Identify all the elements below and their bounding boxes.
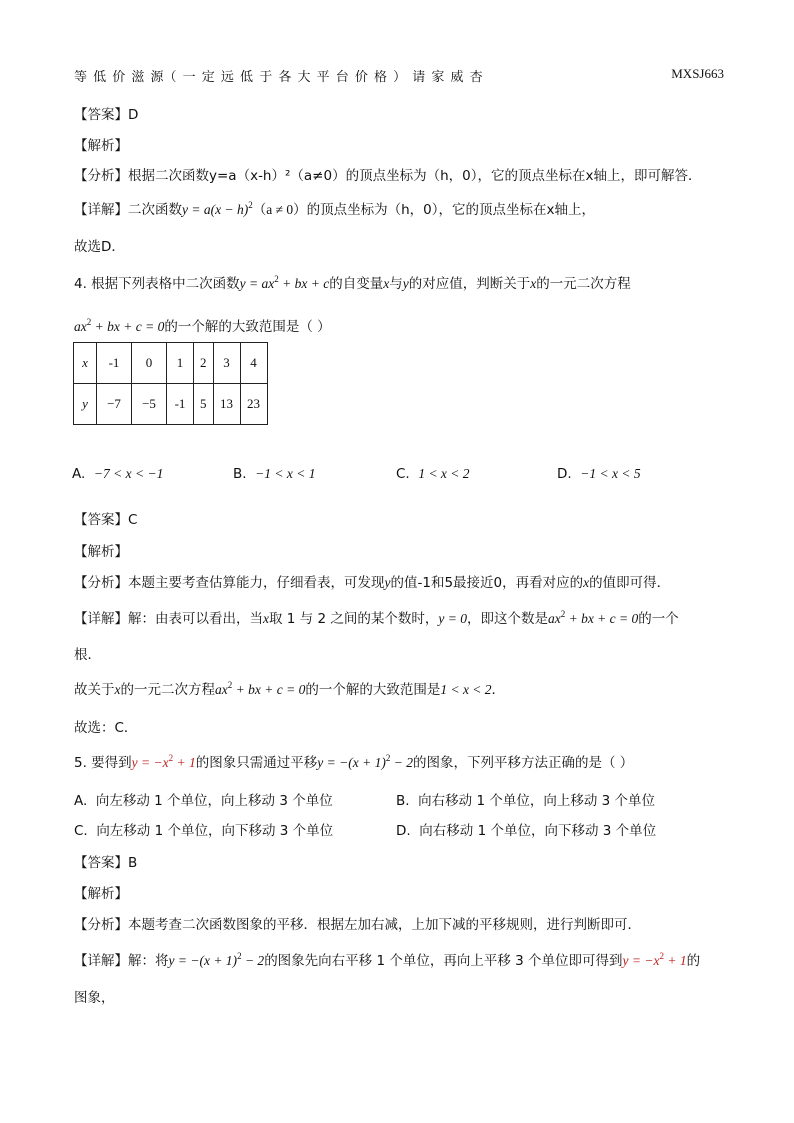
- table-cell: 2: [194, 343, 214, 384]
- table-cell: 13: [213, 384, 240, 425]
- option-text: −1 < x < 1: [255, 466, 316, 481]
- table-cell: -1: [167, 384, 194, 425]
- q4-equation-rest: + bx + c = 0: [91, 319, 165, 334]
- q4-detail-a: 解：由表可以看出，当: [128, 611, 263, 627]
- q4-detail-eq-2: ax: [215, 682, 228, 697]
- q3-conclusion: 故选D．: [74, 239, 125, 255]
- q5-detail-source-rest: − 2: [241, 953, 265, 968]
- option-text: 向左移动 1 个单位，向下移动 3 个单位: [96, 823, 334, 839]
- q4-detail-line-3: 故关于x的一元二次方程$ax^2$ + bx + c = 0的一个解的大致范围是1 < x < 2．: [74, 680, 506, 698]
- table-row-y: [74, 384, 268, 425]
- q5-source-function-rest: − 2: [390, 755, 413, 770]
- table-cell: −5: [132, 384, 167, 425]
- header-watermark-text: 等 低 价 滋 源（ 一 定 远 低 于 各 大 平 台 价 格 ） 请 家 威 杏: [74, 70, 483, 85]
- q4-conclusion: 故选：C．: [74, 720, 138, 736]
- q4-stem-c: 与: [389, 276, 403, 292]
- q4-equation: ax: [74, 319, 87, 334]
- q4-stem-a: 4. 根据下列表格中二次函数: [74, 276, 240, 292]
- option-text: 1 < x < 2: [418, 466, 470, 481]
- option-letter: B.: [396, 793, 410, 809]
- q5-detail-c: 的: [686, 953, 701, 969]
- option-letter: C.: [396, 466, 410, 482]
- q4-fenxi-line: [74, 571, 670, 591]
- q5-option-a[interactable]: [74, 789, 333, 809]
- q5-fenxi-line: [74, 913, 641, 933]
- fenxi-tag: 【分析】: [74, 575, 128, 591]
- q3-detail-text-a: 二次函数: [128, 202, 182, 218]
- q4-stem-b: 的自变量: [329, 276, 384, 292]
- table-header-y: y: [74, 384, 97, 425]
- q5-detail-line-2: 图象，: [74, 990, 115, 1006]
- q4-detail-var-x-2: x: [114, 682, 121, 697]
- q4-detail-c: ，即这个数是: [466, 611, 548, 627]
- q4-detail-g: 的一元二次方程: [120, 682, 215, 698]
- q5-stem-line: 5. 要得到$y = -x^2 + 1$的图象只需通过平移$y = -(x + 1)^2 - 2$的图象，下列平移方法正确的是（ ）: [74, 753, 634, 771]
- q5-detail-target-rest: + 1: [664, 953, 687, 968]
- q4-analysis-tag: 【解析】: [74, 544, 128, 560]
- q3-analysis-tag: 【解析】: [74, 138, 128, 154]
- q3-formula: y = a(x − h): [182, 202, 249, 217]
- q3-answer: D: [128, 107, 139, 123]
- q5-detail-line-1: 【详解】解：将$y = -(x + 1)^2 - 2$的图象先向右平移 1 个单位，再向上平移 3 个单位即可得到$y = -x^2 + 1$的: [74, 951, 701, 969]
- q4-detail-line-1: 【详解】解：由表可以看出，当x取 1 与 2 之间的某个数时，y = 0，即这个数是$ax^2$ + bx + c = 0的一个: [74, 609, 679, 627]
- option-text: 向左移动 1 个单位，向上移动 3 个单位: [95, 793, 333, 809]
- q5-stem-c: 的图象，下列平移方法正确的是（ ）: [412, 755, 634, 771]
- q3-fenxi-text: 根据二次函数y=a（x-h）²（a≠0）的顶点坐标为（h，0），它的顶点坐标在x轴上，即可解答．: [128, 168, 702, 184]
- detail-tag: 【详解】: [74, 202, 128, 218]
- q5-detail-b: 的图象先向右平移 1 个单位，再向上平移 3 个单位即可得到: [264, 953, 623, 969]
- q4-detail-d: 的一个: [638, 611, 679, 627]
- q5-answer: B: [128, 855, 138, 871]
- q3-formula-condition: （a ≠ 0）: [252, 202, 307, 217]
- option-letter: D.: [396, 823, 411, 839]
- option-text: −1 < x < 5: [580, 466, 641, 481]
- detail-tag: 【详解】: [74, 953, 128, 969]
- q4-var-x-2: x: [530, 276, 537, 291]
- q4-option-c[interactable]: [396, 466, 470, 482]
- fenxi-tag: 【分析】: [74, 917, 128, 933]
- q4-detail-eq-rest-2: + bx + c = 0: [232, 682, 306, 697]
- option-text: 向右移动 1 个单位，向下移动 3 个单位: [419, 823, 657, 839]
- q4-function: y = ax: [239, 276, 275, 291]
- detail-tag: 【详解】: [74, 611, 128, 627]
- answer-tag: 【答案】: [74, 107, 128, 123]
- q4-fenxi-var-x: x: [583, 575, 590, 590]
- q4-detail-var-x: x: [263, 611, 269, 626]
- q4-detail-eq: ax: [547, 611, 561, 626]
- q5-detail-source: y = −(x + 1): [168, 953, 238, 968]
- q4-detail-y0: y = 0: [438, 611, 467, 626]
- table-cell: 1: [167, 343, 194, 384]
- table-cell: 0: [132, 343, 167, 384]
- q5-analysis-tag: 【解析】: [74, 886, 128, 902]
- q3-detail-line: 【详解】二次函数$y = a(x - h)^2(a \ne 0)$的顶点坐标为（h，0），它的顶点坐标在x轴上，: [74, 200, 595, 218]
- q4-detail-h: 的一个解的大致范围是: [305, 682, 441, 698]
- table-cell: 4: [240, 343, 267, 384]
- q4-fenxi-var-y: y: [384, 575, 391, 590]
- option-letter: A.: [72, 466, 86, 482]
- table-cell: 23: [240, 384, 267, 425]
- q4-stem-line-1: 4. 根据下列表格中二次函数$y = ax^2$ + bx + c的自变量x与y的对应值，判断关于x的一元二次方程: [74, 274, 631, 292]
- option-letter: A.: [74, 793, 88, 809]
- q3-answer-line: [74, 103, 138, 123]
- q5-detail-a: 解：将: [128, 953, 169, 969]
- q4-option-b[interactable]: [233, 466, 315, 482]
- header-code: MXSJ663: [671, 66, 724, 81]
- fenxi-tag: 【分析】: [74, 168, 128, 184]
- q4-stem-d: 的对应值，判断关于: [408, 276, 531, 292]
- q3-detail-text-b: 的顶点坐标为（h，0），它的顶点坐标在x轴上，: [306, 202, 595, 218]
- q4-detail-end: ．: [491, 682, 506, 698]
- q4-detail-eq-rest: + bx + c = 0: [565, 611, 639, 626]
- table-header-x: x: [74, 343, 97, 384]
- q4-value-table: [73, 342, 268, 425]
- q5-answer-line: [74, 851, 137, 871]
- q5-target-function-rest: + 1: [173, 755, 196, 770]
- q4-var-x: x: [383, 276, 390, 291]
- table-cell: 3: [213, 343, 240, 384]
- q5-target-function: y = −x: [131, 755, 169, 770]
- q4-detail-b: 取 1 与 2 之间的某个数时，: [269, 611, 439, 627]
- answer-tag: 【答案】: [74, 512, 128, 528]
- table-cell: 5: [194, 384, 214, 425]
- q5-fenxi-text: 本题考查二次函数图象的平移．根据左加右减，上加下减的平移规则，进行判断即可．: [128, 917, 641, 933]
- q4-answer-line: [74, 508, 137, 528]
- q4-detail-f: 故关于: [74, 682, 115, 698]
- table-row-x: [74, 343, 268, 384]
- table-cell: -1: [97, 343, 132, 384]
- option-letter: D.: [557, 466, 572, 482]
- q4-stem-f: 的一个解的大致范围是（ ）: [164, 319, 331, 335]
- q4-stem-e: 的一元二次方程: [536, 276, 631, 292]
- q4-answer: C: [128, 512, 138, 528]
- q5-stem-b: 的图象只需通过平移: [195, 755, 318, 771]
- page-header: [74, 66, 724, 86]
- q4-fenxi-b: 的值-1和5最接近0，再看对应的: [390, 575, 584, 591]
- q4-stem-line-2: $ax^2$ + bx + c = 0的一个解的大致范围是（ ）: [74, 317, 331, 335]
- q5-detail-target: y = −x: [622, 953, 660, 968]
- q4-detail-line-2: 根．: [74, 647, 101, 663]
- option-letter: B.: [233, 466, 247, 482]
- option-letter: C.: [74, 823, 88, 839]
- q5-stem-a: 5. 要得到: [74, 755, 132, 771]
- q5-option-b[interactable]: [396, 789, 655, 809]
- option-text: 向右移动 1 个单位，向上移动 3 个单位: [418, 793, 655, 809]
- q5-source-function: y = −(x + 1): [317, 755, 386, 770]
- q4-fenxi-a: 本题主要考查估算能力，仔细看表，可发现: [128, 575, 385, 591]
- q5-option-c[interactable]: [74, 819, 333, 839]
- q5-option-d[interactable]: [396, 819, 656, 839]
- q4-fenxi-c: 的值即可得．: [589, 575, 671, 591]
- q4-function-rest: + bx + c: [278, 276, 330, 291]
- q4-option-d[interactable]: [557, 466, 641, 482]
- answer-tag: 【答案】: [74, 855, 128, 871]
- option-text: −7 < x < −1: [93, 466, 164, 481]
- table-cell: −7: [97, 384, 132, 425]
- q4-detail-range: 1 < x < 2: [440, 682, 492, 697]
- q4-option-a[interactable]: [72, 466, 163, 482]
- q4-var-y: y: [402, 276, 409, 291]
- q3-fenxi-line: [74, 164, 701, 184]
